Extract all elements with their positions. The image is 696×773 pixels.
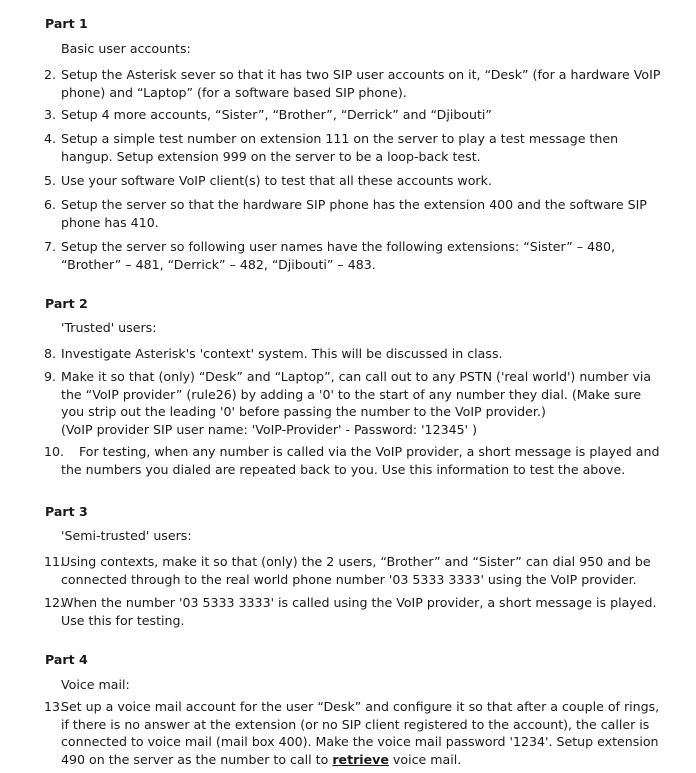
item-text: Use your software VoIP client(s) to test that all these accounts work.: [61, 173, 492, 188]
item-number: 6.: [44, 197, 57, 212]
item-number: 3.: [44, 107, 57, 122]
item-text: Setup a simple test number on extension 111 on the server to play a test message then hangup. Setup extension 999 on the server to be a loop-back test.: [61, 131, 619, 164]
part2-intro: 'Trusted' users:: [61, 320, 157, 335]
item-number: 12.: [44, 595, 65, 610]
item-text: Setup the Asterisk sever so that it has two SIP user accounts on it, “Desk” (for a hardware VoIP phone) and “Laptop” (for a software based SIP phone).: [61, 67, 661, 100]
part1-intro: Basic user accounts:: [61, 41, 191, 56]
part4-title: Part 4: [45, 652, 88, 667]
item-number: 9.: [44, 369, 57, 384]
list-item: [44, 172, 664, 190]
list-item: [44, 238, 664, 273]
list-item: [44, 196, 664, 231]
item-number: 4.: [44, 131, 57, 146]
list-item: [44, 553, 664, 588]
list-item: [44, 368, 664, 438]
item-text-before: Set up a voice mail account for the user “Desk” and configure it so that after a couple of rings, if there is no answer at the extension (or no SIP client registered to the account), the caller is connected to voice mail (mail box 400). Make the voice mail password '1234'. Setup extension 490 on the server as the number to call to: [61, 699, 660, 767]
part3-title: Part 3: [45, 504, 88, 519]
item-number: 2.: [44, 67, 57, 82]
item-text: For testing, when any number is called via the VoIP provider, a short message is played and the numbers you dialed are repeated back to you. Use this information to test the above.: [61, 444, 660, 477]
part4-intro: Voice mail:: [61, 677, 130, 692]
item-number: 5.: [44, 173, 57, 188]
item-text: Setup the server so following user names have the following extensions: “Sister” – 480, “Brother” – 481, “Derrick” – 482, “Djibouti” – 483.: [61, 239, 616, 272]
item-text: Investigate Asterisk's 'context' system. This will be discussed in class.: [61, 346, 503, 361]
item-number: 13.: [44, 699, 65, 714]
item-extra-text: (VoIP provider SIP user name: 'VoIP-Provider' - Password: '12345' ): [61, 421, 477, 437]
item-text: Setup the server so that the hardware SIP phone has the extension 400 and the software SIP phone has 410.: [61, 197, 647, 230]
item-number: 10.: [44, 444, 65, 459]
item-text: [61, 698, 664, 768]
part3-intro: 'Semi-trusted' users:: [61, 528, 192, 543]
item-number: 11.: [44, 554, 65, 569]
list-item: [44, 130, 664, 165]
item-text-after: voice mail.: [388, 751, 462, 767]
list-item: [44, 443, 664, 478]
list-item: [44, 594, 664, 629]
item-number: 8.: [44, 346, 57, 361]
item-text: When the number '03 5333 3333' is called using the VoIP provider, a short message is played. Use this for testing.: [61, 595, 657, 628]
part2-title: Part 2: [45, 296, 88, 311]
item-number: 7.: [44, 239, 57, 254]
list-item: [44, 698, 664, 768]
retrieve-emphasis: retrieve: [332, 751, 389, 767]
item-text: Setup 4 more accounts, “Sister”, “Brother”, “Derrick” and “Djibouti”: [61, 107, 492, 122]
item-text: Make it so that (only) “Desk” and “Laptop”, can call out to any PSTN ('real world') number via the “VoIP provider” (rule26) by adding a '0' to the start of any number they dial. (Make sure you strip out the leading '0' before passing the number to the VoIP provider.): [61, 369, 652, 419]
item-text: Using contexts, make it so that (only) the 2 users, “Brother” and “Sister” can dial 950 and be connected through to the real world phone number '03 5333 3333' using the VoIP provider.: [61, 554, 651, 587]
part1-title: Part 1: [45, 16, 88, 31]
list-item: [44, 66, 664, 101]
list-item: [44, 106, 664, 124]
list-item: [44, 345, 664, 363]
